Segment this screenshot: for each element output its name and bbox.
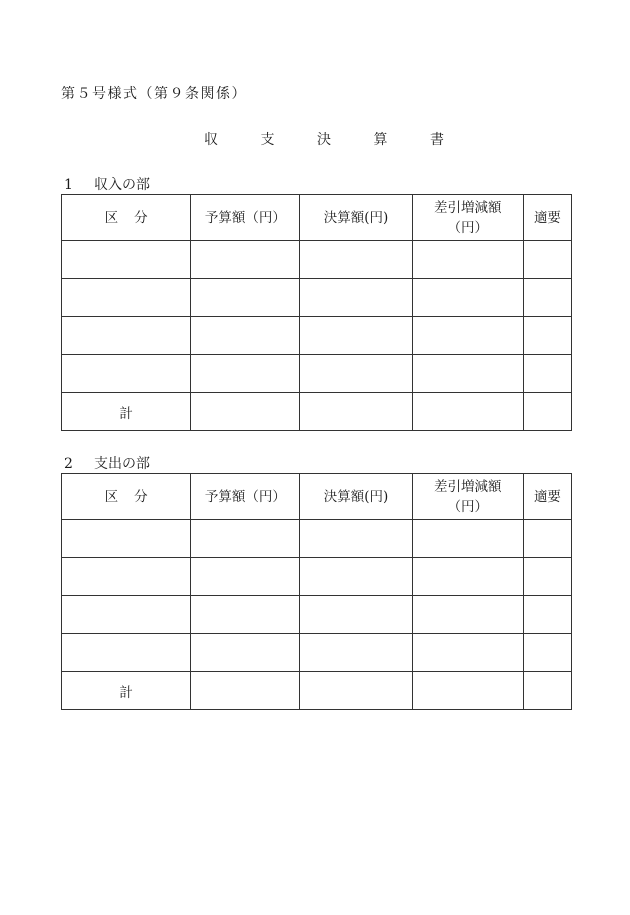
settlement-cell[interactable] — [300, 596, 412, 634]
difference-cell[interactable] — [412, 317, 523, 355]
settlement-cell[interactable] — [300, 279, 412, 317]
category-cell[interactable] — [62, 558, 191, 596]
difference-total-cell[interactable] — [412, 393, 523, 431]
settlement-total-cell[interactable] — [300, 672, 412, 710]
table-header-row — [62, 195, 572, 241]
header-category: 区分 — [62, 474, 191, 520]
table-row — [62, 241, 572, 279]
document-title — [204, 129, 444, 149]
section-title: 支出の部 — [94, 456, 150, 472]
settlement-cell[interactable] — [300, 634, 412, 672]
header-budget: 予算額（円） — [191, 195, 300, 241]
remarks-total-cell[interactable] — [523, 672, 571, 710]
settlement-cell[interactable] — [300, 355, 412, 393]
remarks-cell[interactable] — [523, 634, 571, 672]
table-row — [62, 596, 572, 634]
header-difference: 差引増減額 （円） — [412, 474, 523, 520]
budget-cell[interactable] — [191, 558, 300, 596]
category-cell[interactable] — [62, 520, 191, 558]
difference-cell[interactable] — [412, 520, 523, 558]
section-number: 1 — [64, 177, 73, 193]
difference-cell[interactable] — [412, 596, 523, 634]
budget-cell[interactable] — [191, 596, 300, 634]
header-remarks: 適要 — [523, 195, 571, 241]
header-budget: 予算額（円） — [191, 474, 300, 520]
category-cell[interactable] — [62, 317, 191, 355]
table-row — [62, 279, 572, 317]
remarks-cell[interactable] — [523, 317, 571, 355]
difference-cell[interactable] — [412, 355, 523, 393]
settlement-cell[interactable] — [300, 241, 412, 279]
budget-cell[interactable] — [191, 317, 300, 355]
title-char: 収 — [204, 132, 218, 148]
budget-total-cell[interactable] — [191, 672, 300, 710]
budget-cell[interactable] — [191, 634, 300, 672]
category-cell[interactable] — [62, 355, 191, 393]
settlement-cell[interactable] — [300, 520, 412, 558]
header-difference: 差引増減額 （円） — [412, 195, 523, 241]
header-remarks: 適要 — [523, 474, 571, 520]
remarks-cell[interactable] — [523, 355, 571, 393]
total-label: 計 — [62, 393, 191, 431]
difference-cell[interactable] — [412, 241, 523, 279]
form-number-label: 第５号様式（第９条関係） — [61, 86, 247, 102]
total-row — [62, 672, 572, 710]
remarks-cell[interactable] — [523, 520, 571, 558]
difference-cell[interactable] — [412, 558, 523, 596]
title-char: 算 — [373, 132, 388, 148]
category-cell[interactable] — [62, 596, 191, 634]
total-row — [62, 393, 572, 431]
section-number: 2 — [64, 456, 73, 472]
income-table — [61, 194, 572, 431]
table-row — [62, 558, 572, 596]
budget-cell[interactable] — [191, 355, 300, 393]
difference-total-cell[interactable] — [412, 672, 523, 710]
header-settlement: 決算額(円) — [300, 195, 412, 241]
remarks-cell[interactable] — [523, 279, 571, 317]
category-cell[interactable] — [62, 279, 191, 317]
category-cell[interactable] — [62, 634, 191, 672]
budget-total-cell[interactable] — [191, 393, 300, 431]
table-row — [62, 634, 572, 672]
budget-cell[interactable] — [191, 279, 300, 317]
section-title: 収入の部 — [94, 177, 150, 193]
difference-cell[interactable] — [412, 634, 523, 672]
settlement-total-cell[interactable] — [300, 393, 412, 431]
header-category: 区分 — [62, 195, 191, 241]
table-row — [62, 355, 572, 393]
remarks-cell[interactable] — [523, 241, 571, 279]
remarks-cell[interactable] — [523, 558, 571, 596]
difference-cell[interactable] — [412, 279, 523, 317]
title-char: 書 — [430, 132, 444, 148]
remarks-cell[interactable] — [523, 596, 571, 634]
remarks-total-cell[interactable] — [523, 393, 571, 431]
expenditure-section-heading — [64, 453, 150, 473]
budget-cell[interactable] — [191, 520, 300, 558]
settlement-cell[interactable] — [300, 558, 412, 596]
table-row — [62, 317, 572, 355]
income-section-heading — [64, 174, 150, 194]
expenditure-table — [61, 473, 572, 710]
settlement-cell[interactable] — [300, 317, 412, 355]
total-label: 計 — [62, 672, 191, 710]
title-char: 支 — [260, 132, 275, 148]
title-char: 決 — [317, 132, 331, 148]
category-cell[interactable] — [62, 241, 191, 279]
table-row — [62, 520, 572, 558]
table-header-row — [62, 474, 572, 520]
budget-cell[interactable] — [191, 241, 300, 279]
header-settlement: 決算額(円) — [300, 474, 412, 520]
